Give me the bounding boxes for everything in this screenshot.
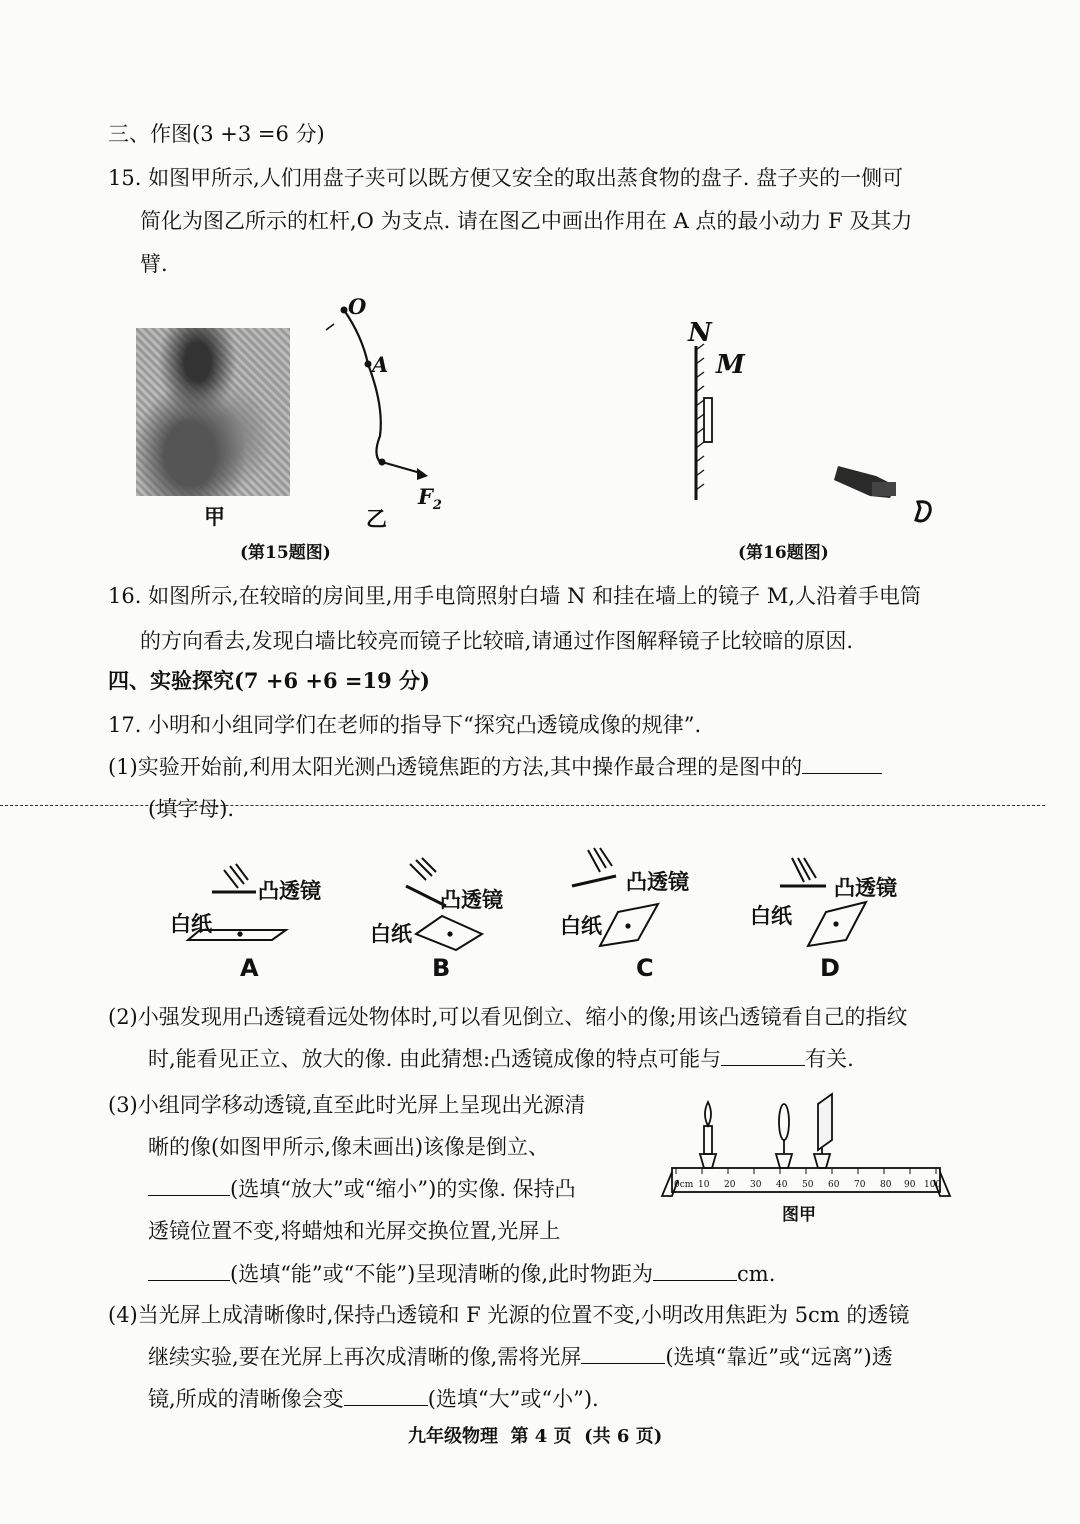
lens-label-a: 凸透镜 bbox=[258, 879, 321, 903]
q17-4-line1: (4)当光屏上成清晰像时,保持凸透镜和 F 光源的位置不变,小明改用焦距为 5cm 的透镜 bbox=[108, 1303, 910, 1327]
fig16-caption: (第16题图) bbox=[738, 543, 829, 563]
mirror-label-m: M bbox=[716, 350, 745, 380]
bench-tick-80: 80 bbox=[880, 1180, 892, 1190]
option-d: D bbox=[820, 954, 840, 982]
bench-tick-90: 90 bbox=[904, 1180, 916, 1190]
answer-blank[interactable] bbox=[802, 753, 882, 774]
bench-tick-50: 50 bbox=[802, 1180, 814, 1190]
q15-line3: 臂. bbox=[140, 252, 168, 276]
wall-mirror-diagram bbox=[680, 340, 950, 540]
point-a: A bbox=[372, 352, 389, 377]
q17-4-line2: 继续实验,要在光屏上再次成清晰的像,需将光屏 (选填“靠近”或“远离”)透 bbox=[148, 1345, 893, 1369]
fig15-label-jia: 甲 bbox=[204, 504, 225, 529]
q17-3-line1: (3)小组同学移动透镜,直至此时光屏上呈现出光源清 bbox=[108, 1093, 586, 1117]
q17-2-line1: (2)小强发现用凸透镜看远处物体时,可以看见倒立、缩小的像;用该凸透镜看自己的指纹 bbox=[108, 1005, 908, 1029]
lens-label-d: 凸透镜 bbox=[834, 876, 897, 900]
option-a: A bbox=[240, 954, 259, 982]
section3-heading: 三、作图(3 +3 =6 分) bbox=[108, 122, 325, 146]
page-footer: 九年级物理 第 4 页 (共 6 页) bbox=[408, 1426, 663, 1447]
q16-line2: 的方向看去,发现白墙比较亮而镜子比较暗,请通过作图解释镜子比较暗的原因. bbox=[140, 629, 854, 653]
bench-tick-30: 30 bbox=[750, 1180, 762, 1190]
answer-blank[interactable] bbox=[148, 1260, 230, 1281]
q15-line2: 简化为图乙所示的杠杆,O 为支点. 请在图乙中画出作用在 A 点的最小动力 F 及其力 bbox=[140, 209, 913, 233]
q17-1-line2: (填字母). bbox=[148, 797, 235, 821]
q15-line1: 15. 如图甲所示,人们用盘子夹可以既方便又安全的取出蒸食物的盘子. 盘子夹的一侧可 bbox=[108, 166, 904, 190]
wall-label-n: N bbox=[688, 318, 712, 348]
bench-tick-0: 0cm bbox=[674, 1180, 694, 1190]
answer-blank[interactable] bbox=[148, 1175, 230, 1196]
paper-label-d: 白纸 bbox=[750, 904, 792, 928]
fig15-caption: (第15题图) bbox=[240, 543, 331, 563]
answer-blank[interactable] bbox=[581, 1343, 665, 1364]
plate-clip-photo bbox=[136, 328, 290, 496]
q17-3-line5: (选填“能”或“不能”)呈现清晰的像,此时物距为 cm. bbox=[148, 1259, 775, 1289]
section4-heading: 四、实验探究(7 +6 +6 =19 分) bbox=[108, 668, 430, 693]
paper-label-a: 白纸 bbox=[170, 912, 212, 936]
bench-tick-60: 60 bbox=[828, 1180, 840, 1190]
bench-tick-100: 100 bbox=[924, 1180, 942, 1190]
fig15-label-yi: 乙 bbox=[366, 506, 387, 531]
bench-tick-40: 40 bbox=[776, 1180, 788, 1190]
bench-tick-20: 20 bbox=[724, 1180, 736, 1190]
bench-tick-10: 10 bbox=[698, 1180, 710, 1190]
q17-3-line2: 晰的像(如图甲所示,像未画出)该像是倒立、 bbox=[148, 1135, 550, 1159]
force-f2: $F_2$ bbox=[418, 484, 442, 514]
paper-label-c: 白纸 bbox=[560, 914, 602, 938]
bench-tick-70: 70 bbox=[854, 1180, 866, 1190]
option-b: B bbox=[432, 954, 451, 982]
paper-label-b: 白纸 bbox=[370, 922, 412, 946]
option-c: C bbox=[636, 954, 654, 982]
answer-blank[interactable] bbox=[653, 1260, 737, 1281]
point-o: O bbox=[348, 294, 367, 319]
q17-3-line3: (选填“放大”或“缩小”)的实像. 保持凸 bbox=[148, 1174, 576, 1204]
lens-label-c: 凸透镜 bbox=[626, 870, 689, 894]
q17-1-line1: (1)实验开始前,利用太阳光测凸透镜焦距的方法,其中操作最合理的是图中的 bbox=[108, 752, 882, 782]
answer-blank[interactable] bbox=[344, 1385, 428, 1406]
lens-label-b: 凸透镜 bbox=[440, 888, 503, 912]
q17-intro: 17. 小明和小组同学们在老师的指导下“探究凸透镜成像的规律”. bbox=[108, 713, 702, 737]
q17-3-line4: 透镜位置不变,将蜡烛和光屏交换位置,光屏上 bbox=[148, 1219, 561, 1243]
optical-bench-diagram bbox=[656, 1092, 968, 1204]
answer-blank[interactable] bbox=[721, 1045, 805, 1066]
q17-2-line2: 时,能看见正立、放大的像. 由此猜想:凸透镜成像的特点可能与 有关. bbox=[148, 1047, 854, 1071]
q16-line1: 16. 如图所示,在较暗的房间里,用手电筒照射白墙 N 和挂在墙上的镜子 M,人沿着手电筒 bbox=[108, 584, 921, 608]
bench-caption: 图甲 bbox=[782, 1205, 816, 1225]
q17-4-line3: 镜,所成的清晰像会变 (选填“大”或“小”). bbox=[148, 1387, 599, 1411]
